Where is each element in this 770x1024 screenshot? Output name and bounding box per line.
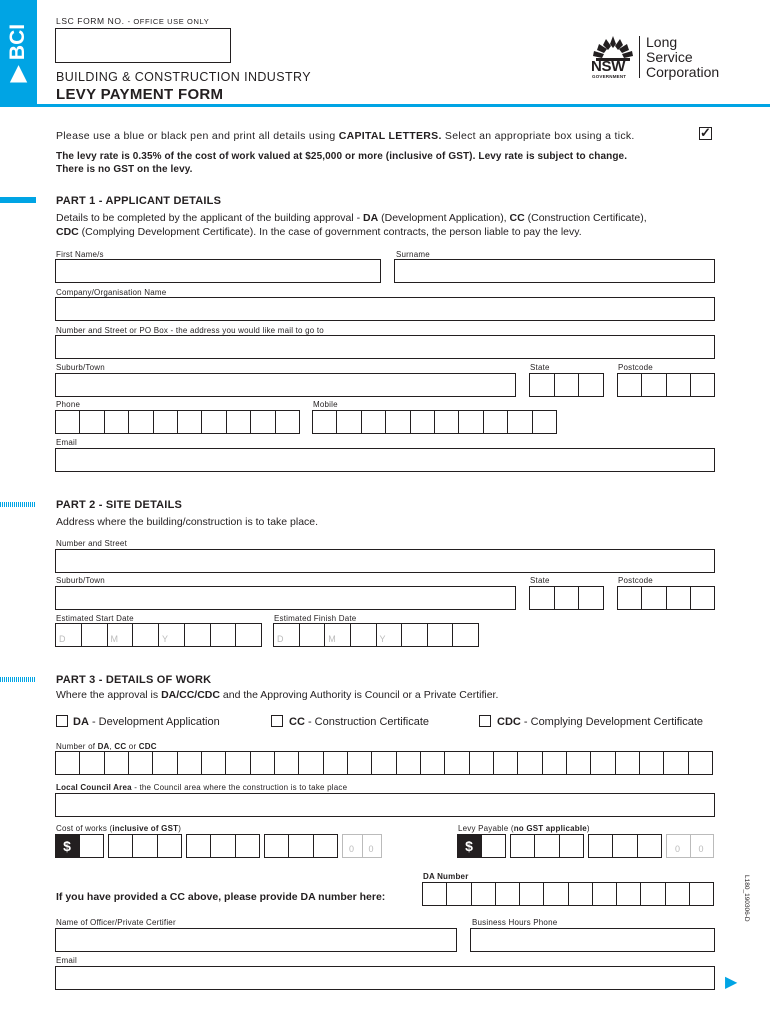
mobile-label: Mobile [313, 400, 338, 409]
site-street-input[interactable] [55, 549, 715, 573]
form-code: L180_190306-D [743, 875, 750, 922]
state-input[interactable] [529, 373, 604, 397]
page-title: LEVY PAYMENT FORM [56, 86, 224, 103]
first-name-input[interactable] [55, 259, 381, 283]
cost-dollar-sign: $ [55, 834, 79, 858]
suburb-label: Suburb/Town [56, 363, 105, 372]
da-number-label: DA Number [423, 872, 469, 881]
approval-number-label: Number of DA, CC or CDC [56, 742, 157, 751]
levy-cells-1[interactable] [481, 834, 506, 858]
part3-accent-bar [0, 677, 36, 682]
street-label: Number and Street or PO Box - the address you would like mail to go to [56, 326, 324, 335]
postcode-input[interactable] [617, 373, 715, 397]
finish-date-input[interactable]: D M Y [273, 623, 479, 647]
site-state-input[interactable] [529, 586, 604, 610]
logo-line-2: Service [646, 49, 693, 65]
tick-icon: ✓ [700, 125, 711, 140]
part2-heading: PART 2 - SITE DETAILS [56, 499, 183, 511]
part1-description-1: Details to be completed by the applicant of the building approval - DA (Development Application), CC (Construction Certificate), [56, 212, 647, 224]
company-input[interactable] [55, 297, 715, 321]
phone-label: Phone [56, 400, 81, 409]
site-postcode-label: Postcode [618, 576, 653, 585]
no-gst-text: There is no GST on the levy. [56, 164, 193, 175]
levy-cells-2[interactable] [510, 834, 584, 858]
cc-option-label: CC - Construction Certificate [289, 716, 429, 728]
cost-cells-2[interactable] [108, 834, 182, 858]
part2-accent-bar [0, 502, 36, 507]
title-line-1: BUILDING & CONSTRUCTION INDUSTRY [56, 70, 311, 84]
lsc-form-number-input[interactable] [55, 28, 231, 63]
part3-heading: PART 3 - DETAILS OF WORK [56, 674, 212, 686]
certifier-email-label: Email [56, 956, 78, 965]
approval-number-input[interactable] [55, 751, 713, 775]
suburb-input[interactable] [55, 373, 516, 397]
site-state-label: State [530, 576, 550, 585]
cdc-checkbox[interactable] [479, 715, 491, 727]
levy-dollar-sign: $ [457, 834, 481, 858]
logo-nsw-text: NSW [591, 58, 626, 75]
da-option-label: DA - Development Application [73, 716, 220, 728]
logo-line-3: Corporation [646, 64, 720, 80]
levy-payable-label: Levy Payable (no GST applicable) [458, 824, 590, 833]
part1-accent-bar [0, 197, 36, 203]
business-phone-label: Business Hours Phone [472, 918, 558, 927]
phone-input[interactable] [55, 410, 300, 434]
council-area-input[interactable] [55, 793, 715, 817]
logo-divider [639, 36, 640, 78]
email-label: Email [56, 438, 78, 447]
start-date-label: Estimated Start Date [56, 614, 134, 623]
officer-label: Name of Officer/Private Certifier [56, 918, 176, 927]
logo-government-text: GOVERNMENT [592, 74, 627, 79]
da-checkbox[interactable] [56, 715, 68, 727]
business-phone-input[interactable] [470, 928, 715, 952]
levy-cents-input[interactable]: 0 0 [666, 834, 714, 858]
cost-cells-3[interactable] [186, 834, 260, 858]
side-tab-label: ▶ BCI [6, 23, 29, 83]
surname-label: Surname [396, 250, 430, 259]
site-suburb-label: Suburb/Town [56, 576, 105, 585]
cost-cells-4[interactable] [264, 834, 338, 858]
part2-description: Address where the building/construction is to take place. [56, 516, 319, 528]
cost-cents-input[interactable]: 0 0 [342, 834, 382, 858]
email-input[interactable] [55, 448, 715, 472]
street-input[interactable] [55, 335, 715, 359]
postcode-label: Postcode [618, 363, 653, 372]
certifier-email-input[interactable] [55, 966, 715, 990]
cost-cells-1[interactable] [79, 834, 104, 858]
start-date-input[interactable]: D M Y [55, 623, 262, 647]
company-label: Company/Organisation Name [56, 288, 167, 297]
part3-description: Where the approval is DA/CC/CDC and the Approving Authority is Council or a Private Certifier. [56, 689, 499, 701]
part1-description-2: CDC (Complying Development Certificate). In the case of government contracts, the person liable to pay the levy. [56, 226, 582, 238]
next-page-arrow-icon: ▶ [725, 974, 738, 991]
site-street-label: Number and Street [56, 539, 127, 548]
surname-input[interactable] [394, 259, 715, 283]
levy-cells-3[interactable] [588, 834, 662, 858]
header-rule [37, 104, 770, 107]
cc-checkbox[interactable] [271, 715, 283, 727]
part1-heading: PART 1 - APPLICANT DETAILS [56, 195, 222, 207]
site-postcode-input[interactable] [617, 586, 715, 610]
logo-line-1: Long [646, 34, 678, 50]
cdc-option-label: CDC - Complying Development Certificate [497, 716, 704, 728]
state-label: State [530, 363, 550, 372]
instructions-text: Please use a blue or black pen and print all details using CAPITAL LETTERS. Select an appropriate box using a tick. [56, 130, 635, 142]
finish-date-label: Estimated Finish Date [274, 614, 357, 623]
officer-input[interactable] [55, 928, 457, 952]
mobile-input[interactable] [312, 410, 557, 434]
site-suburb-input[interactable] [55, 586, 516, 610]
lsc-form-label: LSC FORM NO. - OFFICE USE ONLY [56, 16, 210, 26]
cost-of-works-label: Cost of works (inclusive of GST) [56, 824, 182, 833]
first-name-label: First Name/s [56, 250, 104, 259]
da-number-input[interactable] [422, 882, 714, 906]
nsw-logo [588, 34, 638, 80]
levy-rate-text: The levy rate is 0.35% of the cost of work valued at $25,000 or more (inclusive of GST). Levy rate is subject to change. [56, 151, 628, 162]
council-area-label: Local Council Area - the Council area where the construction is to take place [56, 783, 348, 792]
lsc-logo-text [646, 35, 719, 80]
cc-note-text: If you have provided a CC above, please provide DA number here: [56, 891, 386, 903]
